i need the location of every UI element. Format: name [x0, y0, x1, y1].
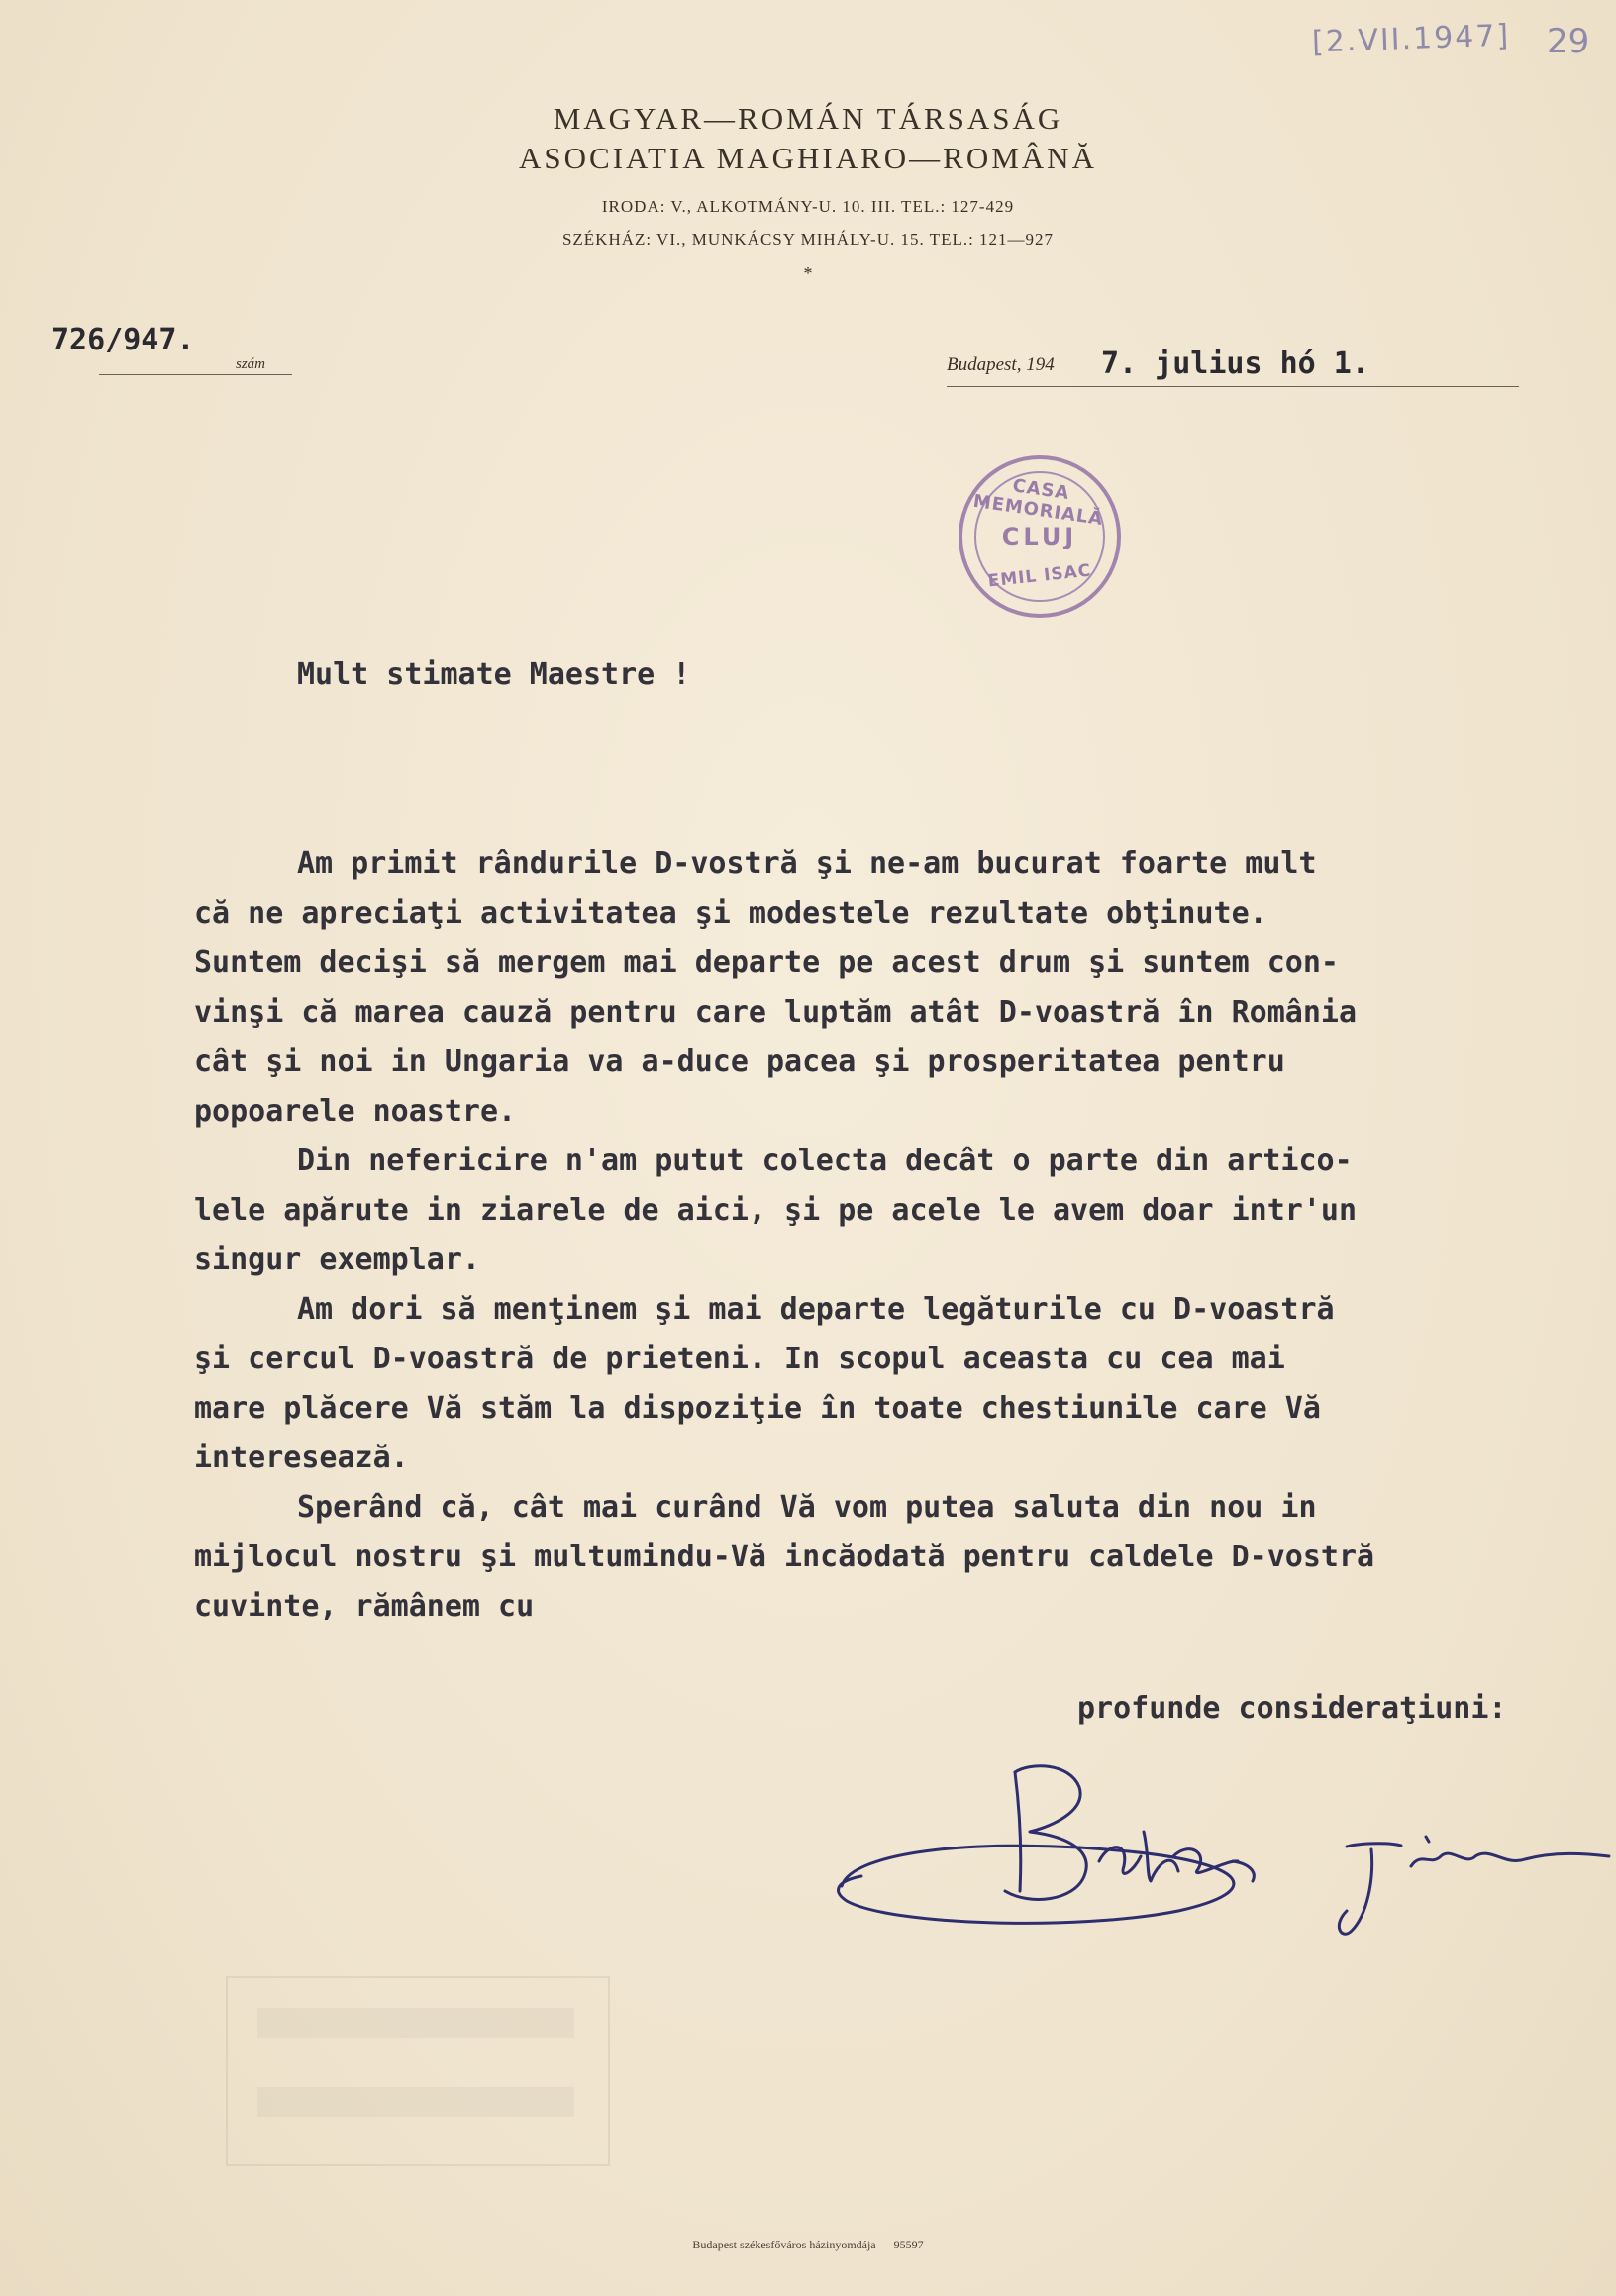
letterhead-title-romanian: ASOCIATIA MAGHIARO—ROMÂNĂ — [519, 141, 1097, 175]
letterhead-headquarters-address: SZÉKHÁZ: VI., MUNKÁCSY MIHÁLY-U. 15. TEL.: 121—927 — [561, 230, 1055, 249]
reference-number-block — [51, 323, 289, 372]
greeting: Mult stimate Maestre ! — [297, 657, 691, 692]
body-line: Sperând că, cât mai curând Vă vom putea saluta din nou in — [297, 1490, 1317, 1525]
body-line: că ne apreciaţi activitatea şi modestele rezultate obţinute. — [194, 896, 1267, 931]
letterhead-office-address: IRODA: V., ALKOTMÁNY-U. 10. III. TEL.: 127-429 — [601, 197, 1015, 216]
stamp-center-text: CLUJ — [1001, 523, 1078, 550]
body-line: singur exemplar. — [194, 1243, 480, 1277]
body-line: interesează. — [194, 1441, 409, 1475]
body-line: vinşi că marea cauză pentru care luptăm atât D-voastră în România — [194, 995, 1357, 1030]
date-label: Budapest, 194 — [947, 354, 1055, 375]
printer-footer: Budapest székesfőváros házinyomdája — 95597 — [692, 2238, 924, 2251]
body-line: mijlocul nostru şi multumindu-Vă incăodată pentru caldele D-vostră — [194, 1540, 1375, 1574]
body-line: şi cercul D-voastră de prieteni. In scopul aceasta cu cea mai — [194, 1342, 1285, 1376]
body-line: cât şi noi in Ungaria va a-duce pacea şi prosperitatea pentru — [194, 1045, 1285, 1079]
date-block — [947, 347, 1519, 387]
reference-label: szám — [236, 356, 266, 372]
body-line: lele apărute in ziarele de aici, şi pe acele le avem doar intr'un — [194, 1193, 1357, 1228]
reference-underline — [99, 374, 292, 375]
body-line: cuvinte, rămânem cu — [194, 1589, 535, 1624]
reference-number: 726/947. — [51, 323, 195, 357]
body-line: Suntem decişi să mergem mai departe pe acest drum şi suntem con- — [194, 946, 1339, 980]
body-line: Am primit rândurile D-vostră şi ne-am bucurat foarte mult — [297, 847, 1317, 881]
faded-ink-stamp — [226, 1976, 610, 2166]
archive-date-note: [2.VII.1947] — [1311, 18, 1511, 60]
letterhead-star: * — [803, 263, 813, 283]
letterhead — [0, 99, 1616, 284]
memorial-house-stamp — [959, 455, 1121, 618]
body-line: Din nefericire n'am putut colecta decât o parte din artico- — [297, 1144, 1353, 1178]
stamp-top-text: CASA MEMORIALĂ — [971, 475, 1105, 531]
body-line: mare plăcere Vă stăm la dispoziţie în toate chestiunile care Vă — [194, 1391, 1321, 1426]
date-value: 7. julius hó 1. — [1101, 347, 1369, 381]
stamp-bottom-text: EMIL ISAC — [986, 560, 1093, 592]
letterhead-title-hungarian: MAGYAR—ROMÁN TÁRSASÁG — [553, 101, 1063, 136]
archive-page-number: 29 — [1547, 22, 1590, 61]
body-line: popoarele noastre. — [194, 1094, 517, 1129]
handwritten-signature — [832, 1743, 1614, 1960]
body-line: Am dori să menţinem şi mai departe legăturile cu D-voastră — [297, 1292, 1335, 1327]
closing-phrase: profunde consideraţiuni: — [1077, 1691, 1507, 1726]
